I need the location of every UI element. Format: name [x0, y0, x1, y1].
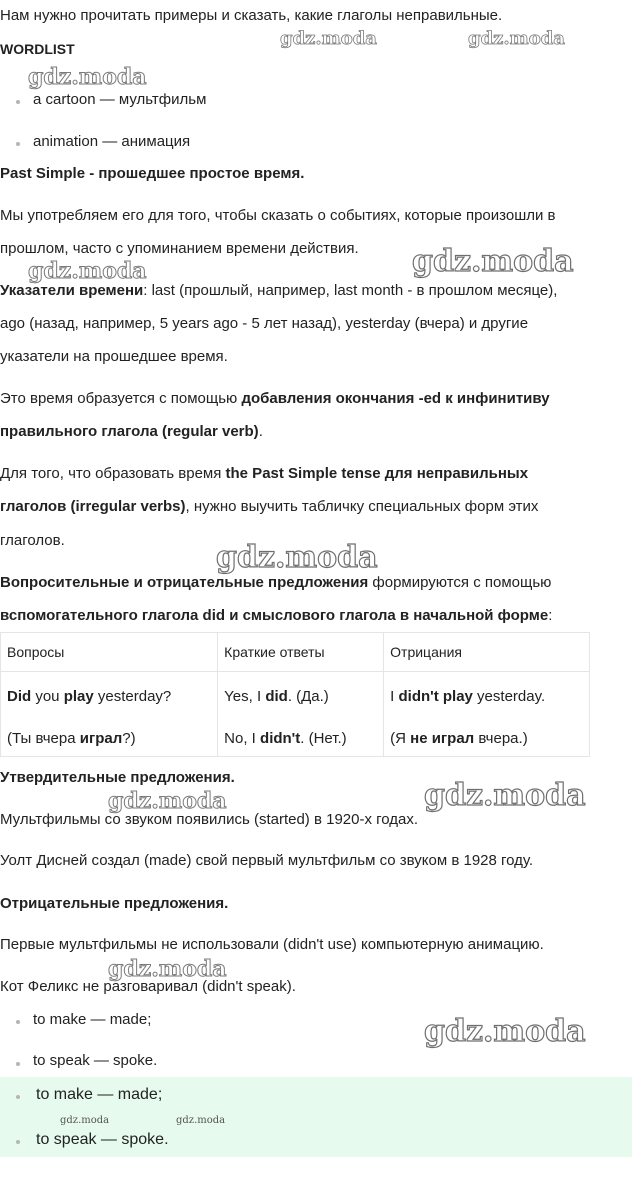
questions-bold: вспомогательного глагола did и смыслового глагола в начальной форме: [0, 607, 549, 624]
table-header-cell: Вопросы: [1, 633, 218, 672]
bullet-dot: [16, 100, 20, 104]
wordlist-item: animation — анимация: [33, 133, 191, 150]
formation-bold: добавления окончания -ed к инфинитиву: [241, 390, 550, 407]
irregular-bold: глаголов (irregular verbs): [0, 498, 186, 515]
watermark: gdz.moda: [60, 1115, 110, 1126]
irregular-line: [0, 464, 528, 484]
table-header-row: [1, 633, 590, 672]
affirmative-sentence: Мультфильмы со звуком появились (started) в 1920-х годах.: [0, 811, 419, 828]
formation-line: [0, 422, 263, 442]
bullet-dot: [16, 1020, 20, 1024]
formation-bold: правильного глагола (regular verb): [0, 423, 259, 440]
bullet-dot: [16, 142, 20, 146]
questions-text: :: [548, 607, 553, 624]
table-row: [1, 672, 590, 721]
answer-list-item: to make — made;: [36, 1086, 163, 1103]
bullet-dot: [16, 1095, 20, 1099]
verb-list-item: to speak — spoke.: [33, 1052, 158, 1069]
bullet-dot: [16, 1062, 20, 1066]
watermark: gdz.moda: [468, 28, 565, 49]
table-header-cell: Краткие ответы: [218, 633, 384, 672]
negative-sentence: Кот Феликс не разговаривал (didn't speak).: [0, 978, 296, 995]
irregular-line: глаголов.: [0, 532, 65, 549]
table-cell-answer: Yes, I did. (Да.): [218, 672, 384, 721]
watermark: gdz.moda: [28, 64, 147, 90]
irregular-bold: the Past Simple tense для неправильных: [225, 465, 529, 482]
time-markers-line: указатели на прошедшее время.: [0, 348, 228, 365]
wordlist-heading: WORDLIST: [0, 41, 75, 57]
watermark: gdz.moda: [412, 244, 574, 279]
time-markers-line: [0, 281, 557, 301]
affirmative-heading: Утвердительные предложения.: [0, 769, 235, 786]
watermark: gdz.moda: [424, 1014, 586, 1049]
usage-line: Мы употребляем его для того, чтобы сказать о событиях, которые произошли в: [0, 207, 556, 224]
negative-sentence: Первые мультфильмы не использовали (didn't use) компьютерную анимацию.: [0, 936, 544, 953]
time-markers-line: ago (назад, например, 5 years ago - 5 лет назад), yesterday (вчера) и другие: [0, 315, 529, 332]
questions-line: [0, 573, 551, 593]
questions-line: [0, 606, 552, 626]
time-markers-label: Указатели времени: [0, 282, 144, 299]
past-simple-heading: Past Simple - прошедшее простое время.: [0, 165, 305, 182]
irregular-text: Для того, что образовать время: [0, 465, 226, 482]
intro-text: Нам нужно прочитать примеры и сказать, какие глаголы неправильные.: [0, 7, 503, 24]
answer-list-item: to speak — spoke.: [36, 1131, 169, 1148]
table-row: [1, 720, 590, 757]
table-cell-question: Did you play yesterday?: [1, 672, 218, 721]
questions-text: формируются с помощью: [368, 574, 552, 591]
grammar-table: [0, 632, 590, 757]
negative-heading: Отрицательные предложения.: [0, 895, 229, 912]
time-markers-text: : last (прошлый, например, last month - в прошлом месяце),: [143, 282, 558, 299]
watermark: gdz.moda: [216, 540, 378, 575]
bullet-dot: [16, 1140, 20, 1144]
watermark: gdz.moda: [280, 28, 377, 49]
verb-list-item: to make — made;: [33, 1011, 152, 1028]
table-cell-negation: (Я не играл вчера.): [384, 720, 590, 757]
formation-text: Это время образуется с помощью: [0, 390, 242, 407]
table-cell-negation: I didn't play yesterday.: [384, 672, 590, 721]
table-cell-question: (Ты вчера играл?): [1, 720, 218, 757]
usage-line: прошлом, часто с упоминанием времени действия.: [0, 240, 359, 257]
watermark: gdz.moda: [176, 1115, 226, 1126]
formation-text: .: [258, 423, 263, 440]
table-header-cell: Отрицания: [384, 633, 590, 672]
affirmative-sentence: Уолт Дисней создал (made) свой первый мультфильм со звуком в 1928 году.: [0, 852, 534, 869]
formation-line: [0, 389, 550, 409]
watermark: gdz.moda: [108, 788, 227, 814]
watermark: gdz.moda: [424, 778, 586, 813]
questions-bold: Вопросительные и отрицательные предложения: [0, 574, 369, 591]
irregular-text: , нужно выучить табличку специальных форм этих: [185, 498, 539, 515]
watermark: gdz.moda: [108, 956, 227, 982]
wordlist-item: a cartoon — мультфильм: [33, 91, 207, 108]
irregular-line: [0, 497, 538, 517]
watermark: gdz.moda: [28, 258, 147, 284]
table-cell-answer: No, I didn't. (Нет.): [218, 720, 384, 757]
answer-box: [0, 1077, 632, 1157]
